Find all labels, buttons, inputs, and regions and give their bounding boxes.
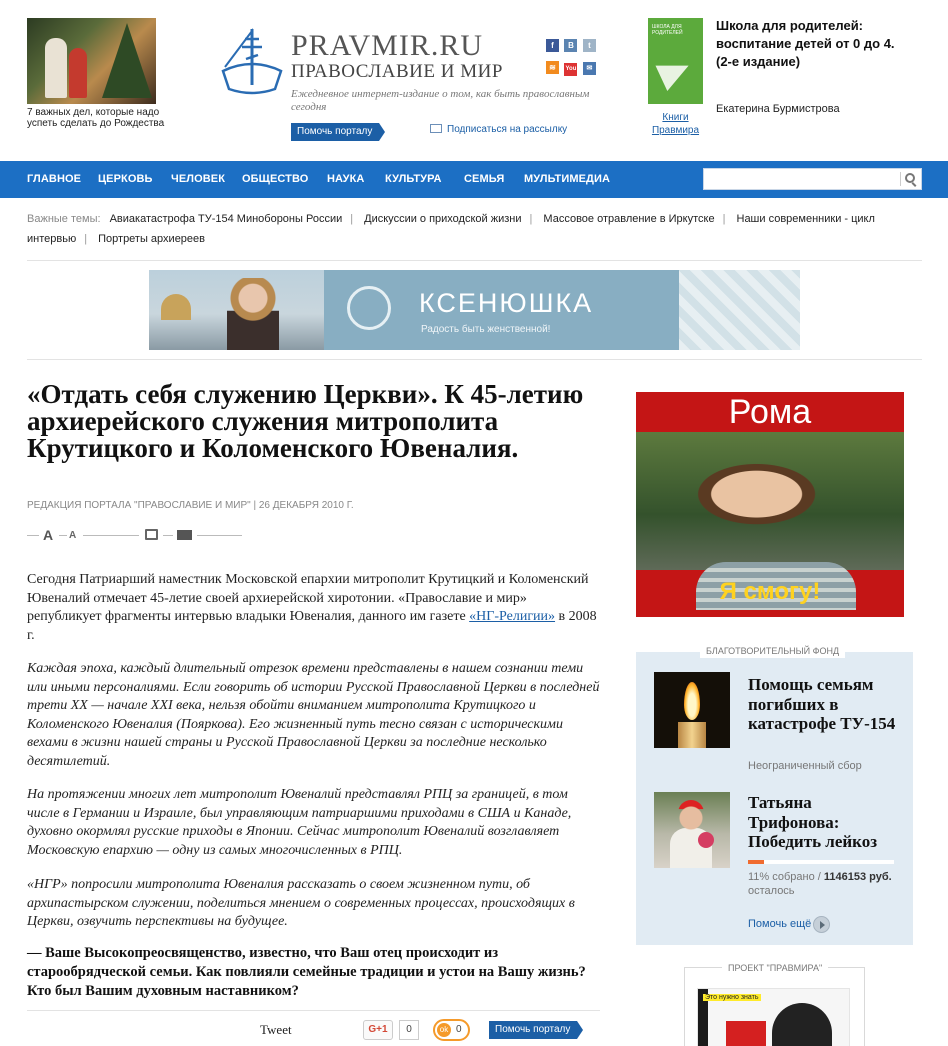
- gplus-button[interactable]: G+1: [363, 1020, 393, 1040]
- font-decrease-icon[interactable]: A: [69, 530, 77, 541]
- help-more-label: Помочь ещё: [748, 918, 812, 930]
- candle-image[interactable]: [654, 672, 730, 748]
- site-title[interactable]: PRAVMIR.RU: [291, 29, 484, 62]
- roma-caption: Я смогу!: [719, 578, 821, 605]
- fund2-amount: 1146153 руб.: [823, 871, 892, 883]
- roma-name: Рома: [728, 393, 812, 431]
- flower-icon: [347, 286, 391, 330]
- topic-link[interactable]: Авиакатастрофа ТУ-154 Минобороны России: [109, 213, 343, 225]
- site-description: Ежедневное интернет-издание о том, как быть православным сегодня: [291, 88, 590, 113]
- print-icon[interactable]: [145, 529, 158, 540]
- ng-religion-link[interactable]: «НГ-Религии»: [469, 609, 556, 624]
- email-icon[interactable]: [177, 530, 192, 540]
- fund2-progress-bar: [748, 860, 894, 864]
- article-paragraph: Каждая эпоха, каждый длительный отрезок времени представлены в нашем сознании теми или иными персоналиями. Если говорить об истории Русской Православной Церкви в последней трети XX — начале XXI века, нельзя обойти вниманием митрополита Крутицкого и Коломенского Ювеналия (Пояркова). Его жизненный путь тесно связан с историческими вехами в жизни нашей страны и Русской Православной Церкви за последние несколько десятилетий.: [27, 661, 600, 769]
- article-paragraph: «НГР» попросили митрополита Ювеналия рассказать о своем жизненном пути, об архипастырском служении, поделиться мнением о современных процессах, происходящих в Церкви, озвучить перспективы на будущее.: [27, 877, 575, 929]
- article-title: «Отдать себя служению Церкви». К 45-летию архиерейского служения митрополита Крутицкого и Коломенского Ювеналия.: [27, 379, 584, 463]
- arrow-right-icon: [813, 916, 830, 933]
- help-portal-button[interactable]: Помочь порталу: [291, 123, 379, 141]
- vk-icon[interactable]: В: [564, 39, 577, 52]
- article-paragraph: [27, 571, 600, 645]
- help-portal-button-bottom[interactable]: Помочь порталу: [489, 1021, 577, 1039]
- nav-item-family[interactable]: СЕМЬЯ: [464, 173, 505, 185]
- fund2-percent: 11% собрано /: [748, 871, 824, 883]
- fund1-title[interactable]: Помощь семьям погибших в катастрофе ТУ-154: [748, 675, 896, 733]
- paragraph-text: Сегодня Патриарший наместник Московской епархии митрополит Крутицкий и Коломенский Ювеналий отмечает 45-летие своей архиерейской хиротонии. «Православие и мир» републикует фрагменты интервью владыки Ювеналия, данного им газете: [27, 572, 589, 624]
- book-author: Екатерина Бурмистрова: [716, 103, 840, 115]
- facebook-icon[interactable]: f: [546, 39, 559, 52]
- divider: [27, 359, 922, 360]
- interview-question: — Ваше Высокопреосвященство, известно, что Ваш отец происходит из старообрядческой семьи. Как повлияли семейные традиции и устои на Вашу жизнь? Кто был Вашим духовным наставником?: [27, 945, 586, 999]
- nav-item-person[interactable]: ЧЕЛОВЕК: [171, 173, 226, 185]
- fund2-stats: [748, 870, 908, 898]
- tweet-button[interactable]: Tweet: [260, 1022, 292, 1037]
- fund-label: БЛАГОТВОРИТЕЛЬНЫЙ ФОНД: [700, 644, 845, 658]
- envelope-icon: [430, 124, 442, 133]
- important-topics: Важные темы: Авиакатастрофа ТУ-154 Минобороны России | Дискуссии о приходской жизни | Массовое отравление в Иркутске | Наши современники - цикл интервью | Портреты архиереев: [27, 213, 875, 245]
- article-tools: [27, 527, 242, 543]
- youtube-icon[interactable]: You: [564, 63, 577, 76]
- search-icon[interactable]: [905, 173, 915, 183]
- nav-item-multimedia[interactable]: МУЛЬТИМЕДИА: [524, 173, 611, 185]
- fund1-subtitle: Неограниченный сбор: [748, 760, 862, 772]
- article-paragraph: На протяжении многих лет митрополит Ювеналий представлял РПЦ за границей, в том числе в Германии и Израиле, был управляющим патриаршими приходами в США и Канаде, духовно окормлял русские приходы в Японии. Сейчас митрополит Ювеналий возглавляет Московскую епархию — одну из самых многочисленных в РПЦ.: [27, 787, 572, 858]
- promo-image[interactable]: [27, 18, 156, 104]
- books-pravmir-link[interactable]: [648, 111, 703, 137]
- books-link-line2: Правмира: [651, 125, 700, 136]
- fund2-left: осталось: [748, 885, 795, 897]
- progress-fill: [748, 860, 764, 864]
- divider: [27, 1010, 600, 1011]
- social-links: [546, 35, 600, 81]
- banner-tagline: Радость быть женственной!: [421, 324, 551, 335]
- help-more-link[interactable]: [748, 918, 811, 930]
- topics-label: Важные темы:: [27, 213, 101, 225]
- promo-caption[interactable]: 7 важных дел, которые надо успеть сделать до Рождества: [27, 107, 165, 129]
- site-subtitle: ПРАВОСЛАВИЕ И МИР: [291, 61, 503, 82]
- book-cover[interactable]: [648, 18, 703, 104]
- twitter-icon[interactable]: t: [583, 39, 596, 52]
- divider: [27, 260, 922, 261]
- search-input[interactable]: [704, 169, 899, 189]
- search-box: [703, 168, 922, 190]
- fund2-title[interactable]: Татьяна Трифонова: Победить лейкоз: [748, 793, 878, 851]
- project-book-image[interactable]: [697, 988, 850, 1046]
- book-cover-text: ШКОЛА ДЛЯ РОДИТЕЛЕЙ: [652, 24, 683, 36]
- topic-link[interactable]: Портреты архиереев: [98, 233, 206, 245]
- topic-link[interactable]: Дискуссии о приходской жизни: [364, 213, 522, 225]
- project-label: ПРОЕКТ "ПРАВМИРА": [722, 962, 828, 974]
- project-book-text: Это нужно знать: [705, 994, 759, 1001]
- banner-name: КСЕНЮШКА: [419, 288, 594, 318]
- topic-link[interactable]: Наши современники - цикл интервью: [27, 213, 875, 245]
- ok-icon: ok: [437, 1023, 451, 1037]
- nav-item-science[interactable]: НАУКА: [327, 173, 365, 185]
- gplus-count: 0: [399, 1020, 419, 1040]
- rss-icon[interactable]: ≋: [546, 61, 559, 74]
- logo-icon[interactable]: [219, 27, 285, 99]
- nav-item-church[interactable]: ЦЕРКОВЬ: [98, 173, 153, 185]
- book-title[interactable]: Школа для родителей: воспитание детей от 0 до 4. (2-е издание): [716, 18, 895, 69]
- ad-banner[interactable]: [149, 270, 800, 350]
- ok-count: 0: [456, 1024, 462, 1035]
- subscribe-label: Подписаться на рассылку: [447, 124, 568, 135]
- nav-item-main[interactable]: ГЛАВНОЕ: [27, 173, 82, 185]
- roma-ad[interactable]: [636, 392, 904, 617]
- paragraph-text: в 2008 г.: [27, 609, 597, 643]
- font-increase-icon[interactable]: A: [43, 527, 54, 543]
- mail-icon[interactable]: ✉: [583, 62, 596, 75]
- odnoklassniki-button[interactable]: [433, 1019, 470, 1041]
- books-link-line1: Книги: [662, 112, 689, 123]
- subscribe-link[interactable]: [430, 124, 567, 135]
- topic-link[interactable]: Массовое отравление в Иркутске: [543, 213, 715, 225]
- article-byline: РЕДАКЦИЯ ПОРТАЛА "ПРАВОСЛАВИЕ И МИР" | 26 ДЕКАБРЯ 2010 Г.: [27, 500, 354, 511]
- nav-item-culture[interactable]: КУЛЬТУРА: [385, 173, 442, 185]
- nav-item-society[interactable]: ОБЩЕСТВО: [242, 173, 309, 185]
- girl-image[interactable]: [654, 792, 730, 868]
